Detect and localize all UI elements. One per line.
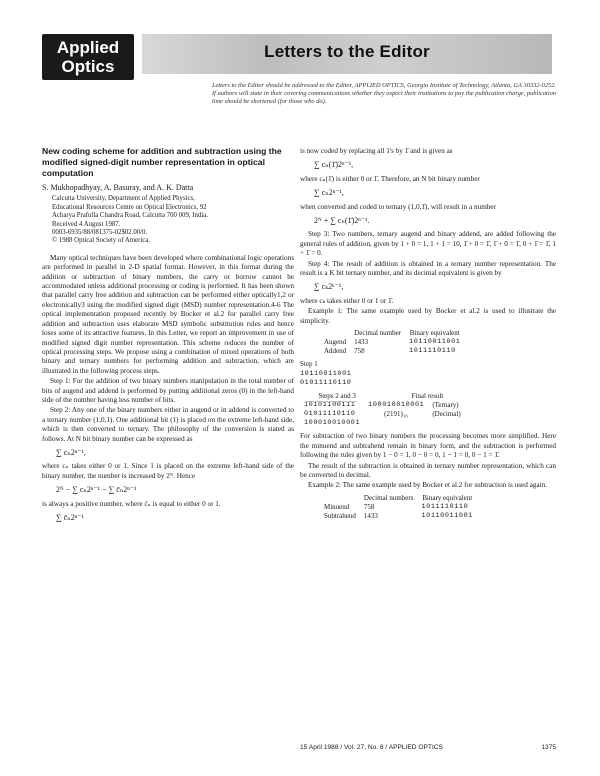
example1-paragraph: Example 1: The same example used by Bocker et al.2 is used to illustrate the simplicity.: [300, 307, 556, 325]
section-banner: [142, 34, 552, 74]
affiliation-line: Educational Resources Centre on Optical Electronics, 92: [52, 203, 207, 211]
table-row: Addend 758 1011110110: [324, 347, 456, 356]
affiliation-block: [42, 195, 294, 245]
step1-row: 10110011001: [300, 369, 352, 378]
table-row: 1̄0̄1̄0̄1̄1̄0̄0̄1̄1̄1̄ 100010010001 (Ternary): [304, 401, 459, 410]
right-column: [300, 147, 556, 525]
equation-sum-binary: ∑ cₙ2ⁿ⁻¹,: [56, 447, 86, 457]
article-authors: S. Mukhopadhyay, A. Basuray, and A. K. Datta: [42, 183, 194, 192]
paragraph-ck: where cₖ takes either 0 or 1 or 1̄.: [300, 296, 394, 305]
issue-info: 15 April 1988 / Vol. 27, No. 8 / APPLIED OPTICS: [300, 744, 443, 751]
table-row: 01011110110 (2191)₁₀ (Decimal): [304, 410, 461, 419]
table-row: Minuend 758 1011110110: [324, 502, 469, 511]
equation-complement: 2ᴺ − ∑ cₙ2ⁿ⁻¹ − ∑ c̄ₙ2ⁿ⁻¹: [56, 485, 137, 495]
step1-block: [300, 360, 556, 388]
table-header: Binary equivalent: [422, 493, 473, 502]
doi-code: 0003-6935/88/081375-02$02.00/0.: [52, 229, 148, 237]
equation-k-bit: ∑ cₖ2ᵏ⁻¹,: [314, 282, 344, 292]
equation-coded-sum: ∑ cₙ(1̄)2ⁿ⁻¹,: [314, 160, 354, 170]
equation-nbit-sum: ∑ cₙ2ⁿ⁻¹,: [314, 188, 344, 198]
step2-paragraph: Step 2: Any one of the binary numbers either in augend or in addend is converted to a ternary number (1,0,1). One additional bit (1) is placed on the extreme left-hand side, which is then converted to ternary. The philosophy of the conversion is stated as follows. At N bit binary number can be expressed as: [42, 406, 294, 443]
journal-logo: [42, 34, 134, 80]
equation-cbar-sum: ∑ c̄ₙ2ⁿ⁻¹: [56, 513, 84, 522]
paragraph-cn: where cₙ takes either 0 or 1. Since 1 is placed on the extreme left-hand side of the binary number, the number is increased by 2ᴺ. Hence: [42, 462, 294, 480]
received-date: Received 4 August 1987.: [52, 220, 121, 228]
table-header: Binary equivalent: [409, 329, 460, 338]
example1-table: [320, 329, 464, 356]
table-header: Steps 2 and 3: [318, 392, 356, 401]
logo-line-2: Optics: [61, 57, 115, 76]
step3-paragraph: Step 3: Two numbers, ternary augend and binary addend, are added following the general rules of addition, given by 1 + 0 = 1, 1 + 1 = 10, 1̄ + 0 = 1̄, 1̄ + 0 = 1̄, 0 + 1̄ = 1̄, 1 + 1̄ = 0.: [300, 230, 556, 258]
table-header-row: [300, 392, 465, 401]
step1-paragraph: Step 1: For the addition of two binary numbers manipulation in the total number of bits of augend and addend is performed by putting additional zeros (0) in the left-hand side of the number having less number of bits.: [42, 377, 294, 404]
intro-paragraph: Many optical techniques have been developed where combinational logic operations are performed in parallel in 2-D spatial format. However, in this format during the addition or subtraction of binary numbers, the carry or borrow cannot be accommodated unless additional processing or coding is performed. It has been shown that parallel carry free addition and subtraction can be performed either optically1,2 or electronically3 using the modified signed digit (MSD) number representation.4-6 The optical implementation proposed recently by Bocker et al.2 for parallel carry free addition and subtraction uses elaborate MSD symbolic substitution rules and hence loses some of its attractive features. In this Letter, we report an improvement in use of modified signed digit number representation. This scheme reduces the number of optical processing steps. We propose using a combination of mixed operations of both binary and ternary numbers for performing addition and subtraction, which are illustrated in the following process steps.: [42, 253, 294, 375]
page-number: 1375: [541, 744, 556, 751]
article-title: New coding scheme for addition and subtraction using the modified signed-digit number representation in optical computation: [42, 146, 282, 178]
affiliation-line: Acharya Prafulla Chandra Road, Calcutta 700 009, India.: [52, 212, 208, 220]
paragraph-converted: when converted and coded to ternary (1,0,1̄), will result in a number: [300, 202, 496, 211]
paragraph-nbit: where cₙ(1̄) is either 0 or 1̄. Therefore, an N bit binary number: [300, 174, 480, 183]
table-header: Final result: [411, 392, 444, 401]
step1-row: 01011110110: [300, 378, 352, 387]
paragraph-coded: is now coded by replacing all 1's by 1̄ and is given as: [300, 147, 453, 155]
example2-paragraph: Example 2: The same example used by Bocker et al.2 for subtraction is used again.: [308, 481, 547, 490]
section-title: Letters to the Editor: [264, 42, 430, 61]
logo-line-1: Applied: [56, 38, 120, 57]
table-header: Decimal numbers: [363, 493, 414, 502]
table-header: Decimal number: [354, 329, 402, 338]
step1-label: Step 1: [300, 360, 318, 369]
table-header-row: [320, 494, 477, 503]
copyright: © 1988 Optical Society of America.: [52, 237, 151, 245]
steps23-table: [300, 392, 465, 428]
table-row: Augend 1433 10110011001: [324, 338, 461, 347]
step4-paragraph: Step 4: The result of addition is obtained in a ternary number representation. The result is a K bit ternary number, and its decimal equivalent is given by: [300, 259, 556, 278]
left-column: [42, 146, 294, 527]
table-row: 100010010001: [304, 419, 361, 428]
table-row: Subtrahend 1433 10110011001: [324, 511, 473, 520]
affiliation-line: Calcutta University, Department of Applied Physics,: [52, 195, 195, 203]
subtraction-result-paragraph: The result of the subtraction is obtained in ternary number representation, which can be converted to decimal.: [300, 461, 556, 479]
example2-table: [320, 494, 477, 521]
equation-ternary-result: 2ᴺ + ∑ cₙ(1̄)2ⁿ⁻¹.: [314, 216, 370, 226]
paragraph-positive: is always a positive number, where c̄ₙ is equal to either 0 or 1.: [42, 499, 221, 508]
page-footer: [300, 744, 556, 751]
subtraction-paragraph: For subtraction of two binary numbers the processing becomes more simplified. Here the minuend and subtrahend remain in binary form, and the subtraction is performed following the rules given by 1 − 0 = 1, 0 − 0 = 0, 1 − 1 = 0, 0 − 1 = 1̄.: [300, 432, 556, 460]
editorial-note: Letters to the Editor should be addressed to the Editor, APPLIED OPTICS, Georgia Institute of Technology, Atlanta, GA 30332-0252. If authors will state in their covering communications whether they expect their institutions to pay the publication charge, publication time should be shortened (for those who do).: [212, 82, 556, 105]
table-header-row: [320, 329, 464, 338]
